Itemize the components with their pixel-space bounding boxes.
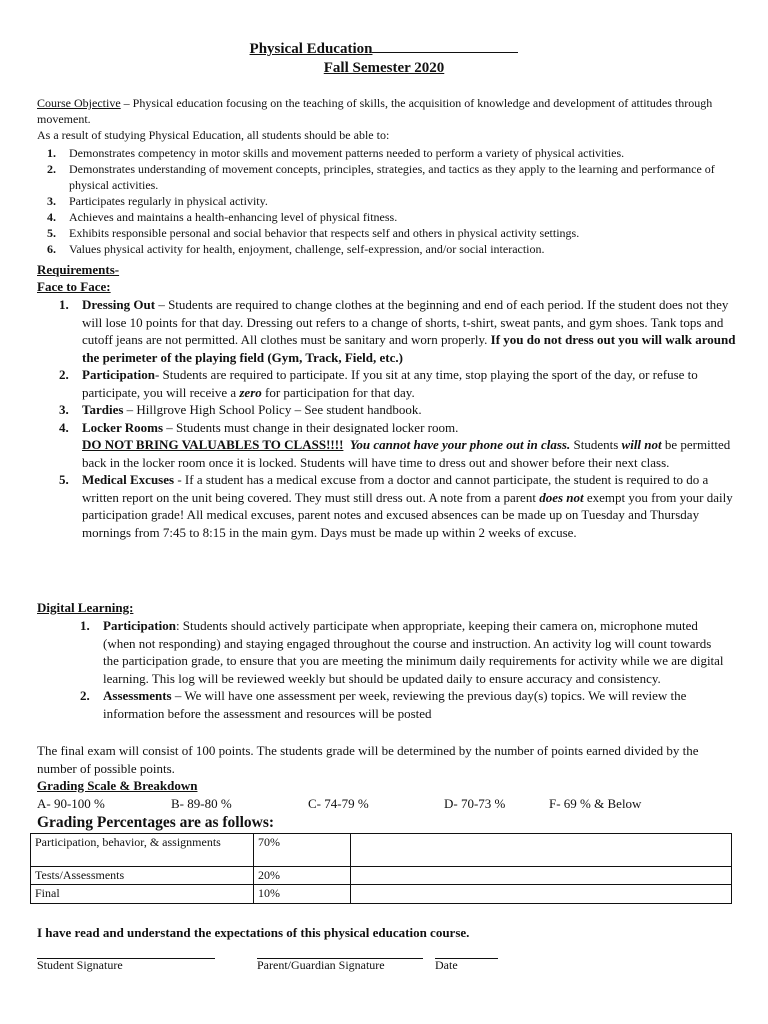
requirement-tardies: 3. Tardies – Hillgrove High School Policy – See student handbook. — [59, 402, 422, 417]
objective-item: 2. Demonstrates understanding of movement concepts, principles, strategies, and tactics as they apply to the learning and performance of physical activities. — [47, 162, 715, 192]
digital-learning-list — [80, 617, 725, 722]
grade-c: C- 74-79 % — [308, 796, 369, 811]
grading-scale-row — [0, 795, 768, 813]
grade-f: F- 69 % & Below — [549, 796, 642, 811]
table-cell-empty — [351, 834, 732, 867]
table-row — [31, 885, 732, 904]
requirement-participation: 2. Participation- Students are required to participate. If you sit at any time, stop playing the sport of the day, or refuse to participate, you will receive a zero for participation for that day. — [59, 367, 698, 400]
semester-title: Fall Semester 2020 — [323, 60, 445, 76]
student-signature-label: Student Signature — [37, 958, 123, 972]
digital-learning-heading: Digital Learning: — [37, 600, 134, 615]
digital-assessments: 2. Assessments – We will have one assessment per week, reviewing the previous day(s) topics. We will review the information before the assessment and resources will be posted — [80, 688, 687, 721]
final-exam-text: The final exam will consist of 100 points. The students grade will be determined by the number of points earned divided by the number of possible points. — [37, 743, 699, 776]
grading-percentages-heading: Grading Percentages are as follows: — [37, 814, 275, 831]
table-cell-percent: 20% — [254, 867, 351, 885]
table-row — [31, 834, 732, 867]
document-title: Physical Education — [0, 40, 768, 58]
digital-participation: 1. Participation: Students should actively participate when appropriate, keeping their camera on, microphone muted (when not responding) and staying engaged throughout the course and instruction. An activity log will count towards the participation grade, to ensure that you are meeting the minimum daily requirements for activity while we are digital learning. This log will be reviewed weekly but should be updated daily to ensure accuracy and consistency. — [80, 618, 724, 686]
objective-item: 1. Demonstrates competency in motor skills and movement patterns needed to perform a variety of physical activities. — [47, 146, 625, 160]
table-cell-percent: 10% — [254, 885, 351, 904]
grade-b: B- 89-80 % — [171, 796, 232, 811]
requirement-medical-excuses: 5. Medical Excuses - If a student has a medical excuse from a doctor and cannot participate, the student is required to do a written report on the unit being covered. They must still dress out. A note from a parent does not exempt you from your daily participation grade! All medical excuses, parent notes and excused absences can be made up on Tuesday and Thursday mornings from 7:45 to 8:15 in the main gym. Days must be made up within 2 weeks of excuse. — [59, 472, 733, 540]
objective-item: 5. Exhibits responsible personal and social behavior that respects self and others in physical activity settings. — [47, 226, 580, 240]
objective-item: 6. Values physical activity for health, enjoyment, challenge, self-expression, and/or social interaction. — [47, 242, 545, 256]
grading-percentages-table — [30, 833, 732, 904]
grade-d: D- 70-73 % — [444, 796, 506, 811]
table-cell-category: Participation, behavior, & assignments — [31, 834, 254, 867]
objective-list — [47, 145, 729, 257]
grading-scale-heading: Grading Scale & Breakdown — [37, 778, 198, 793]
face-to-face-heading: Face to Face: — [37, 279, 111, 294]
objective-item: 4. Achieves and maintains a health-enhancing level of physical fitness. — [47, 210, 398, 224]
table-cell-category: Tests/Assessments — [31, 867, 254, 885]
requirement-locker-rooms: 4. Locker Rooms – Students must change in their designated locker room. DO NOT BRING VALUABLES TO CLASS!!!! You cannot have your phone out in class. Students will not be permitted back in the locker room once it is locked. Students will have time to dress out and shower before their next class. — [59, 419, 731, 470]
table-row — [31, 867, 732, 885]
requirement-dressing-out: 1. Dressing Out – Students are required to change clothes at the beginning and end of each period. If the student does not they will lose 10 points for that day. Dressing out refers to a change of shorts, t-shirt, sweat pants, and gym shoes. Tank tops and cutoff jeans are not permitted. All clothes must be sanitary and worn properly. If you do not dress out you will walk around the perimeter of the playing field (Gym, Track, Field, etc.) — [59, 297, 736, 365]
requirements-list — [59, 296, 738, 541]
parent-signature-label: Parent/Guardian Signature — [257, 958, 385, 972]
table-cell-category: Final — [31, 885, 254, 904]
table-cell-empty — [351, 885, 732, 904]
acknowledgement-statement: I have read and understand the expectations of this physical education course. — [37, 925, 470, 940]
course-objective: Course Objective – Physical education focusing on the teaching of skills, the acquisition of knowledge and development of attitudes through movement. As a result of studying Physical Education, all students should be able to: — [37, 96, 713, 142]
table-cell-empty — [351, 867, 732, 885]
grade-a: A- 90-100 % — [37, 796, 105, 811]
requirements-heading: Requirements- — [37, 262, 120, 277]
table-cell-percent: 70% — [254, 834, 351, 867]
date-label: Date — [435, 958, 458, 972]
objective-item: 3. Participates regularly in physical activity. — [47, 194, 268, 208]
